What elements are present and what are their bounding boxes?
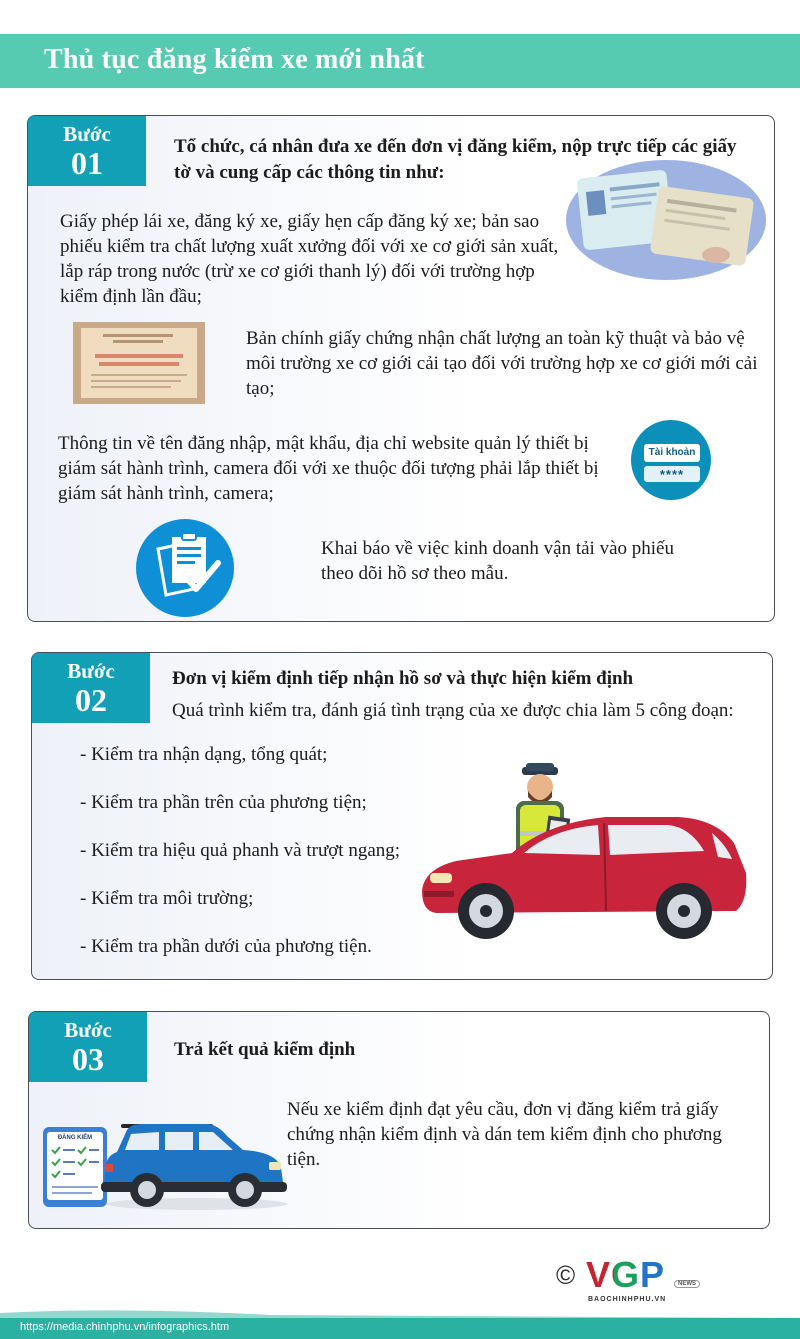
step-number: 03 xyxy=(72,1041,104,1077)
step-2-item-2: - Kiểm tra phần trên của phương tiện; xyxy=(80,792,367,813)
step-3-tag xyxy=(29,1012,147,1082)
vgp-brand-text: VGP xyxy=(586,1254,666,1295)
inspection-board-illustration xyxy=(43,1127,107,1207)
page-header xyxy=(0,34,800,88)
certificate-illustration xyxy=(73,322,205,404)
step-1-title: Tổ chức, cá nhân đưa xe đến đơn vị đăng kiểm, nộp trực tiếp các giấy tờ và cung cấp các thông tin như: xyxy=(174,136,737,183)
page-title: Thủ tục đăng kiểm xe mới nhất xyxy=(44,44,425,75)
account-badge-label: Tài khoản xyxy=(644,444,700,462)
board-label: ĐĂNG KIỂM xyxy=(57,1135,93,1141)
footer-bar xyxy=(0,1318,800,1339)
step-2-item-4: - Kiểm tra môi trường; xyxy=(80,888,254,909)
step-1-item-3: Thông tin về tên đăng nhập, mật khẩu, địa chỉ website quản lý thiết bị giám sát hành trình, camera đối với xe thuộc đối tượng phải lắp thiết bị giám sát hành trình, camera; xyxy=(58,433,599,504)
form-checklist-icon xyxy=(136,519,234,617)
step-2-title: Đơn vị kiểm định tiếp nhận hồ sơ và thực hiện kiểm định xyxy=(172,668,634,689)
step-3-body: Nếu xe kiểm định đạt yêu cầu, đơn vị đăng kiểm trả giấy chứng nhận kiểm định và dán tem kiểm định cho phương tiện. xyxy=(287,1099,722,1170)
vgp-site: BAOCHINHPHU.VN xyxy=(588,1296,667,1303)
account-icon xyxy=(631,420,711,500)
inspector-red-car-illustration xyxy=(416,761,756,951)
step-1-card xyxy=(27,115,775,622)
step-2-subtitle: Quá trình kiểm tra, đánh giá tình trạng của xe được chia làm 5 công đoạn: xyxy=(172,700,734,721)
step-1-item-1: Giấy phép lái xe, đăng ký xe, giấy hẹn cấp đăng ký xe; bản sao phiếu kiểm tra chất lượng xuất xưởng đối với xe cơ giới sản xuất, lắp ráp trong nước (trừ xe cơ giới thanh lý) đối với trường hợp kiểm định lần đầu; xyxy=(60,211,559,307)
step-3-title: Trả kết quả kiểm định xyxy=(174,1039,356,1060)
vgp-news-tag: NEWS xyxy=(674,1280,700,1288)
step-2-item-3: - Kiểm tra hiệu quả phanh và trượt ngang; xyxy=(80,840,401,861)
vgp-logo xyxy=(556,1254,716,1308)
step-1-tag xyxy=(28,116,146,186)
step-1-item-2: Bản chính giấy chứng nhận chất lượng an toàn kỹ thuật và bảo vệ môi trường xe cơ giới cải tạo đối với trường hợp xe cơ giới mới cải tạo; xyxy=(246,328,758,399)
step-label: Bước xyxy=(67,659,115,683)
step-2-card xyxy=(31,652,773,980)
blue-car-illustration xyxy=(101,1112,291,1212)
source-url-link[interactable]: https://media.chinhphu.vn/infographics.htm xyxy=(20,1321,230,1333)
step-label: Bước xyxy=(63,122,111,146)
step-2-item-1: - Kiểm tra nhận dạng, tổng quát; xyxy=(80,744,328,765)
step-number: 01 xyxy=(71,145,103,181)
step-1-item-4: Khai báo về việc kinh doanh vận tải vào phiếu theo dõi hồ sơ theo mẫu. xyxy=(321,538,674,584)
step-2-item-5: - Kiểm tra phần dưới của phương tiện. xyxy=(80,936,372,957)
account-password-mask: **** xyxy=(644,466,700,482)
driver-license-illustration xyxy=(566,160,766,280)
step-label: Bước xyxy=(64,1018,112,1042)
step-number: 02 xyxy=(75,682,107,718)
vgp-brand xyxy=(586,1254,665,1296)
step-2-tag xyxy=(32,653,150,723)
copyright-icon: © xyxy=(556,1260,576,1290)
step-3-card xyxy=(28,1011,770,1229)
